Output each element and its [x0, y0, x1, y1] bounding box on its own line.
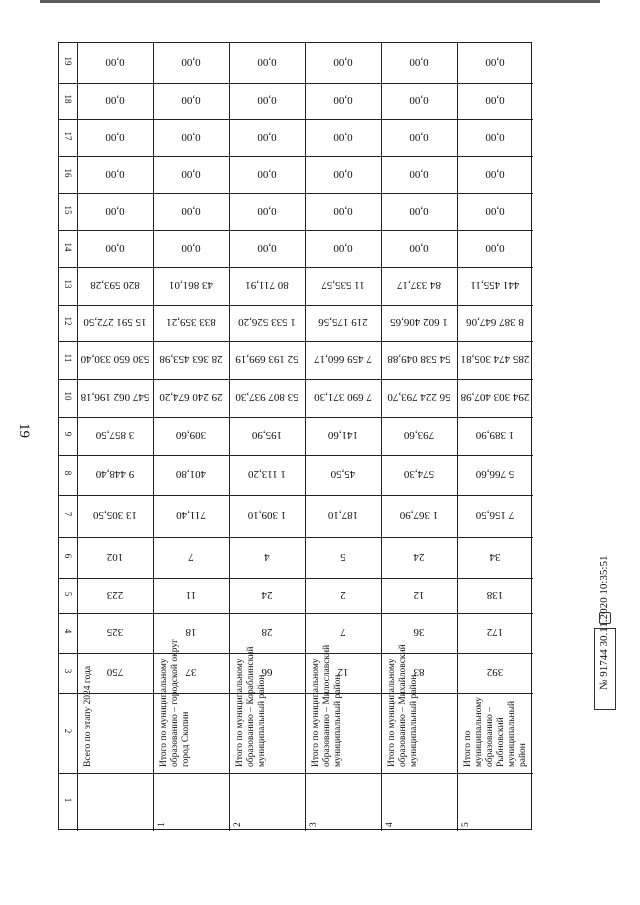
table-cell: 0,00	[181, 94, 201, 106]
table-cell: 2	[340, 588, 346, 601]
table-cell: 0,00	[485, 241, 505, 254]
table-cell: 547 062 196,18	[80, 391, 150, 403]
table-cell: 401,80	[175, 468, 207, 480]
table-cell: 0,00	[257, 56, 277, 68]
table-cell: 80 711,91	[245, 279, 289, 291]
table-cell: 28	[261, 626, 273, 638]
table-cell: 13 305,50	[93, 509, 137, 521]
row-number: 3	[309, 822, 319, 827]
table-cell: 9 448,40	[95, 468, 135, 480]
table-cell: 0,00	[257, 204, 277, 217]
table-cell: 56 224 793,70	[387, 391, 451, 403]
table-cell: 530 650 330,40	[80, 353, 150, 365]
table-cell: 0,00	[181, 56, 201, 68]
table-cell: 195,90	[251, 429, 283, 441]
row-name: Итого по муниципальному образованию – городской округ город Скопин	[159, 638, 191, 767]
row-number: 4	[385, 822, 395, 827]
table-cell: 18	[185, 626, 197, 638]
table-cell: 15 591 272,50	[83, 316, 147, 328]
grid-line	[59, 653, 533, 654]
document-registration: № 91744 30.11.2020 10:35:51	[598, 555, 610, 690]
table-cell: 0,00	[485, 56, 505, 68]
table-cell: 37	[185, 666, 197, 678]
row-name: Всего по этапу 2024 года	[83, 665, 93, 767]
table-cell: 83	[413, 666, 425, 678]
table-cell: 0,00	[105, 94, 125, 106]
column-number: 11	[63, 353, 73, 363]
table-cell: 43 861,01	[169, 279, 213, 291]
row-name: Итого по муниципальному образованию – Рыбновский муниципальный район	[463, 697, 528, 767]
table-cell: 711,40	[176, 509, 206, 521]
table-cell: 138	[486, 588, 504, 601]
column-number: 16	[63, 168, 73, 177]
table-cell: 574,30	[403, 468, 435, 480]
table-cell: 0,00	[485, 94, 505, 106]
table-cell: 0,00	[409, 241, 429, 254]
column-number: 12	[63, 316, 73, 326]
column-number: 13	[63, 279, 73, 289]
table-cell: 7 690 371,30	[314, 391, 372, 403]
table-cell: 5 766,60	[475, 468, 515, 480]
table-cell: 392	[486, 666, 504, 678]
column-number: 4	[63, 628, 73, 634]
grid-line	[59, 613, 533, 614]
table-cell: 0,00	[485, 167, 505, 180]
grid-line	[59, 693, 533, 694]
column-number: 9	[63, 431, 73, 437]
table-cell: 52 193 699,19	[235, 353, 299, 365]
table-cell: 0,00	[333, 56, 353, 68]
grid-line	[59, 578, 533, 579]
table-cell: 54 538 049,88	[387, 353, 451, 365]
table-cell: 0,00	[409, 167, 429, 180]
table-cell: 5	[340, 550, 346, 563]
row-number: 5	[461, 822, 471, 827]
row-name: Итого по муниципальному образованию – Кораблинский муниципальный район	[235, 646, 267, 767]
grid-line	[59, 341, 533, 342]
column-number: 17	[63, 131, 73, 140]
column-number: 14	[63, 242, 73, 251]
table-cell: 0,00	[105, 130, 125, 143]
table-cell: 0,00	[333, 241, 353, 254]
table-cell: 24	[413, 550, 425, 563]
table-cell: 0,00	[257, 241, 277, 254]
table-cell: 53 807 937,30	[235, 391, 299, 403]
row-number: 2	[233, 822, 243, 827]
table-cell: 750	[106, 666, 124, 678]
column-number: 19	[63, 56, 73, 66]
table-cell: 0,00	[181, 167, 201, 180]
table-cell: 0,00	[105, 167, 125, 180]
column-number: 8	[63, 470, 73, 476]
row-name: Итого по муниципальному образованию – Милославский муниципальный район	[311, 644, 343, 767]
column-number: 7	[63, 511, 73, 517]
grid-line	[59, 455, 533, 456]
table-cell: 172	[486, 626, 504, 638]
grid-line	[59, 537, 533, 538]
table-cell: 0,00	[333, 130, 353, 143]
table-cell: 8 387 647,06	[466, 316, 524, 328]
column-number: 3	[63, 668, 73, 674]
table-cell: 4	[264, 550, 270, 563]
table-cell: 309,60	[175, 429, 207, 441]
table-cell: 7	[188, 550, 194, 563]
grid-line	[59, 495, 533, 496]
table-cell: 34	[489, 550, 501, 563]
table-cell: 0,00	[333, 94, 353, 106]
table-cell: 3 857,50	[95, 429, 135, 441]
table-cell: 0,00	[105, 204, 125, 217]
table-cell: 0,00	[409, 204, 429, 217]
table-cell: 187,10	[327, 509, 359, 521]
table-cell: 7 156,50	[475, 509, 515, 521]
table-cell: 1 309,10	[247, 509, 287, 521]
table-cell: 0,00	[181, 241, 201, 254]
grid-line	[59, 267, 533, 268]
table-cell: 793,60	[403, 429, 435, 441]
table-cell: 0,00	[485, 130, 505, 143]
table-cell: 441 455,11	[470, 279, 520, 291]
table-cell: 12	[337, 666, 349, 678]
grid-line	[59, 83, 533, 84]
table-cell: 0,00	[257, 94, 277, 106]
grid-line	[59, 417, 533, 418]
scan-edge-line	[40, 0, 600, 3]
table-cell: 1 389,90	[475, 429, 515, 441]
table-cell: 833 359,21	[166, 316, 216, 328]
table-cell: 29 240 674,20	[159, 391, 223, 403]
table-cell: 0,00	[333, 204, 353, 217]
table-cell: 0,00	[409, 94, 429, 106]
table-cell: 28 363 453,98	[159, 353, 223, 365]
grid-line	[59, 193, 533, 194]
table-cell: 0,00	[485, 204, 505, 217]
data-table	[58, 42, 532, 830]
column-number: 2	[63, 728, 73, 734]
table-cell: 0,00	[105, 56, 125, 68]
grid-line	[59, 119, 533, 120]
table-cell: 0,00	[409, 56, 429, 68]
grid-line	[59, 773, 533, 774]
table-cell: 24	[261, 588, 273, 601]
table-cell: 0,00	[105, 241, 125, 254]
table-cell: 11	[185, 588, 197, 601]
column-number: 15	[63, 205, 73, 214]
table-cell: 1 602 406,65	[390, 316, 448, 328]
table-cell: 141,60	[327, 429, 359, 441]
table-cell: 7 459 660,17	[314, 353, 372, 365]
table-cell: 223	[106, 588, 124, 601]
table-cell: 7	[340, 626, 346, 638]
table-cell: 102	[106, 550, 124, 563]
table-cell: 1 113,20	[247, 468, 287, 480]
row-name: Итого по муниципальному образованию – Михайловский муниципальный район	[387, 644, 419, 767]
page-number: 19	[16, 423, 32, 438]
table-cell: 1 367,90	[399, 509, 439, 521]
grid-line	[59, 230, 533, 231]
table-cell: 0,00	[181, 204, 201, 217]
table-cell: 0,00	[257, 130, 277, 143]
column-number: 5	[63, 591, 73, 596]
table-cell: 0,00	[257, 167, 277, 180]
grid-line	[59, 379, 533, 380]
row-number: 1	[157, 822, 167, 827]
table-cell: 285 474 305,81	[460, 353, 530, 365]
column-number: 6	[63, 553, 73, 558]
table-cell: 11 535,57	[321, 279, 365, 291]
table-cell: 294 303 407,98	[460, 391, 530, 403]
grid-line	[59, 156, 533, 157]
table-cell: 84 337,17	[397, 279, 441, 291]
column-number: 1	[63, 797, 73, 803]
column-number: 18	[63, 94, 73, 104]
table-cell: 36	[413, 626, 425, 638]
table-cell: 1 533 526,20	[238, 316, 296, 328]
table-cell: 45,50	[330, 468, 356, 480]
table-cell: 0,00	[333, 167, 353, 180]
table-cell: 820 593,28	[90, 279, 140, 291]
table-cell: 0,00	[181, 130, 201, 143]
table-cell: 12	[413, 588, 425, 601]
table-cell: 66	[261, 666, 273, 678]
column-number: 10	[63, 391, 73, 401]
table-cell: 219 175,56	[318, 316, 368, 328]
grid-line	[59, 305, 533, 306]
table-cell: 325	[106, 626, 124, 638]
table-cell: 0,00	[409, 130, 429, 143]
